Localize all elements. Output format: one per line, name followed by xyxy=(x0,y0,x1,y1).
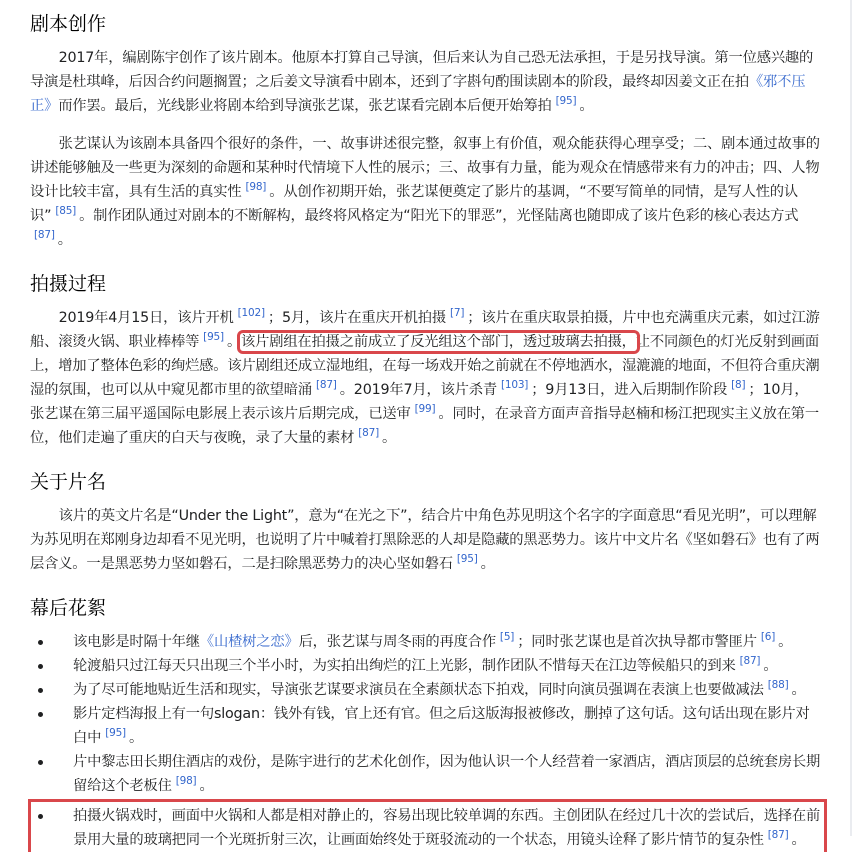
citation-link[interactable]: [95] xyxy=(105,727,126,740)
citation-link[interactable]: [99] xyxy=(414,403,436,416)
list-item xyxy=(73,702,822,750)
citation-link[interactable]: [7] xyxy=(449,307,465,320)
citation xyxy=(105,727,126,739)
citation xyxy=(731,379,745,391)
text-run: 。 xyxy=(226,334,242,350)
citation xyxy=(556,95,577,107)
list-item xyxy=(73,630,822,654)
paragraph xyxy=(30,504,822,576)
section-heading: 幕后花絮 xyxy=(30,597,107,619)
text-run: ；5月，该片在重庆开机拍摄 xyxy=(267,310,446,326)
citation xyxy=(457,553,478,565)
citation-link[interactable]: [98] xyxy=(245,181,267,194)
section-heading: 关于片名 xyxy=(30,471,107,493)
text-run: ；10月，张艺谋在第三届平遥国际电影展上表示该片后期完成，已送审 xyxy=(30,382,809,422)
citation-link[interactable]: [103] xyxy=(500,379,529,392)
text-run: 。 xyxy=(57,232,72,248)
citation-link[interactable]: [102] xyxy=(237,307,265,320)
text-run: 。 xyxy=(791,682,806,698)
text-run: 该片的英文片名是“Under the Light”，意为“在光之下”，结合片中角色苏见明这个名字的字面意思“看见光明”，可以理解为苏见明在郑刚身边却看不见光明，也说明了片中喊着打黑除恶的人却是隐藏的黑恶势力。该片中文片名《坚如磐石》也有了两层含义。一是黑恶势力坚如磐石，二是扫除黑恶势力的决心坚如磐石 xyxy=(30,508,820,572)
list-item xyxy=(33,804,822,852)
paragraph xyxy=(30,306,822,450)
citation xyxy=(761,631,775,643)
list-item xyxy=(73,678,822,702)
text-run: 影片定档海报上有一句slogan：钱外有钱，官上还有官。但之后这版海报被修改，删掉了这句话。这句话出现在影片对白中 xyxy=(73,706,810,746)
citation xyxy=(316,379,337,391)
citation-link[interactable]: [98] xyxy=(175,775,197,788)
text-run: 让不同颜色的灯光反射到画面上，增加了整体色彩的绚烂感。该片剧组还成立湿地组，在每一场戏开始之前就在不停地洒水，湿漉漉的地面，不但符合重庆潮湿的氛围，也可以从中窥见都市里的欲望暗涌 xyxy=(30,334,820,398)
text-run: 该电影是时隔十年继 xyxy=(73,634,200,650)
citation-link[interactable]: [95] xyxy=(555,95,577,108)
text-run: 。同时，在录音方面声音指导赵楠和杨江把现实主义放在第一位，他们走遍了重庆的白天与夜晚，录了大量的素材 xyxy=(30,406,820,446)
citation xyxy=(740,655,761,667)
text-run: 。制作团队通过对剧本的不断解构，最终将风格定为“阳光下的罪恶”，光怪陆离也随即成了该片色彩的核心表达方式 xyxy=(79,208,799,224)
citation-link[interactable]: [6] xyxy=(760,631,776,644)
list-item xyxy=(73,654,822,678)
citation-link[interactable]: [95] xyxy=(456,553,478,566)
article-link[interactable]: 《山楂树之恋》 xyxy=(199,634,299,650)
citation xyxy=(415,403,436,415)
section-heading: 拍摄过程 xyxy=(30,273,107,295)
list-item xyxy=(73,750,822,798)
text-run: 片中黎志田长期住酒店的戏份，是陈宇进行的艺术化创作，因为他认识一个人经营着一家酒店，酒店顶层的总统套房长期留给这个老板住 xyxy=(73,754,821,794)
citation xyxy=(500,631,514,643)
text-run: 。 xyxy=(763,658,778,674)
text-run: 。 xyxy=(382,430,397,446)
citation xyxy=(176,775,197,787)
paragraph xyxy=(30,132,822,252)
text-run: 。 xyxy=(480,556,495,572)
citation-link[interactable]: [87] xyxy=(358,427,379,440)
citation-link[interactable]: [8] xyxy=(731,379,746,392)
citation xyxy=(501,379,528,391)
citation xyxy=(55,205,76,217)
citation xyxy=(245,181,266,193)
text-run: 。 xyxy=(128,730,144,746)
text-run: 为了尽可能地贴近生活和现实，导演张艺谋要求演员在全素颜状态下拍戏，同时向演员强调在表演上也要做减法 xyxy=(73,682,764,698)
text-run: 轮渡船只过江每天只出现三个半小时，为实拍出绚烂的江上光影，制作团队不惜每天在江边等候船只的到来 xyxy=(73,658,736,674)
text-run: 。从创作初期开始，张艺谋便奠定了影片的基调，“不要写简单的同情，是写人性的认识” xyxy=(30,184,799,224)
citation xyxy=(450,307,464,319)
citation-link[interactable]: [87] xyxy=(34,229,55,242)
citation-link[interactable]: [87] xyxy=(767,829,789,842)
citation-link[interactable]: [87] xyxy=(315,379,337,392)
text-run: ；该片在重庆取景拍摄，片中也充满重庆元素，如过江游船、滚烫火锅、职业棒棒等 xyxy=(30,310,820,350)
citation-link[interactable]: [95] xyxy=(203,331,224,344)
citation-link[interactable]: [85] xyxy=(55,205,77,218)
text-run: 。2019年7月，该片杀青 xyxy=(339,382,497,398)
text-run: 。 xyxy=(199,778,214,794)
text-run: 。 xyxy=(579,98,594,114)
text-run: 而作罢。最后，光线影业将剧本给到导演张艺谋，张艺谋看完剧本后便开始筹拍 xyxy=(58,98,552,114)
citation xyxy=(34,229,55,241)
paragraph xyxy=(30,46,822,118)
text-run: 后，张艺谋与周冬雨的再度合作 xyxy=(298,634,496,650)
highlighted-text: 该片剧组在拍摄之前成立了反光组这个部门，透过玻璃去拍摄， xyxy=(241,334,636,350)
article-content xyxy=(30,6,822,852)
text-run: 。 xyxy=(791,832,806,848)
text-run: 张艺谋认为该剧本具备四个很好的条件，一、故事讲述很完整，叙事上有价值，观众能获得心理享受；二、剧本通过故事的讲述能够触及一些更为深刻的命题和某种时代情境下人性的展示；三、故事有力量，能为观众在情感带来有力的冲击；四、人物设计比较丰富，具有生活的真实性 xyxy=(30,136,820,200)
text-run: ；9月13日，进入后期制作阶段 xyxy=(531,382,728,398)
citation xyxy=(203,331,224,343)
citation-link[interactable]: [5] xyxy=(499,631,515,644)
text-run: 2017年，编剧陈宇创作了该片剧本。他原本打算自己导演，但后来认为自己恐无法承担，于是另找导演。第一位感兴趣的导演是杜琪峰，后因合约问题搁置；之后姜文导演看中剧本，还到了字斟句酌围读剧本的阶段，最终却因姜文正在拍 xyxy=(30,50,814,90)
citation xyxy=(768,679,789,691)
citation-link[interactable]: [87] xyxy=(739,655,761,668)
text-run: 2019年4月15日，该片开机 xyxy=(58,310,234,326)
text-run: 。 xyxy=(778,634,793,650)
article-link[interactable]: 《邪不压正》 xyxy=(30,74,806,114)
citation xyxy=(768,829,789,841)
section-heading: 剧本创作 xyxy=(30,13,107,35)
text-run: ；同时张艺谋也是首次执导都市警匪片 xyxy=(517,634,757,650)
citation xyxy=(358,427,379,439)
citation xyxy=(238,307,265,319)
trivia-list xyxy=(30,630,822,852)
citation-link[interactable]: [88] xyxy=(767,679,789,692)
text-run: 拍摄火锅戏时，画面中火锅和人都是相对静止的，容易出现比较单调的东西。主创团队在经过几十次的尝试后，选择在前景用大量的玻璃把同一个光斑折射三次，让画面始终处于斑驳流动的一个状态，用镜头诠释了影片情节的复杂性 xyxy=(73,808,821,848)
